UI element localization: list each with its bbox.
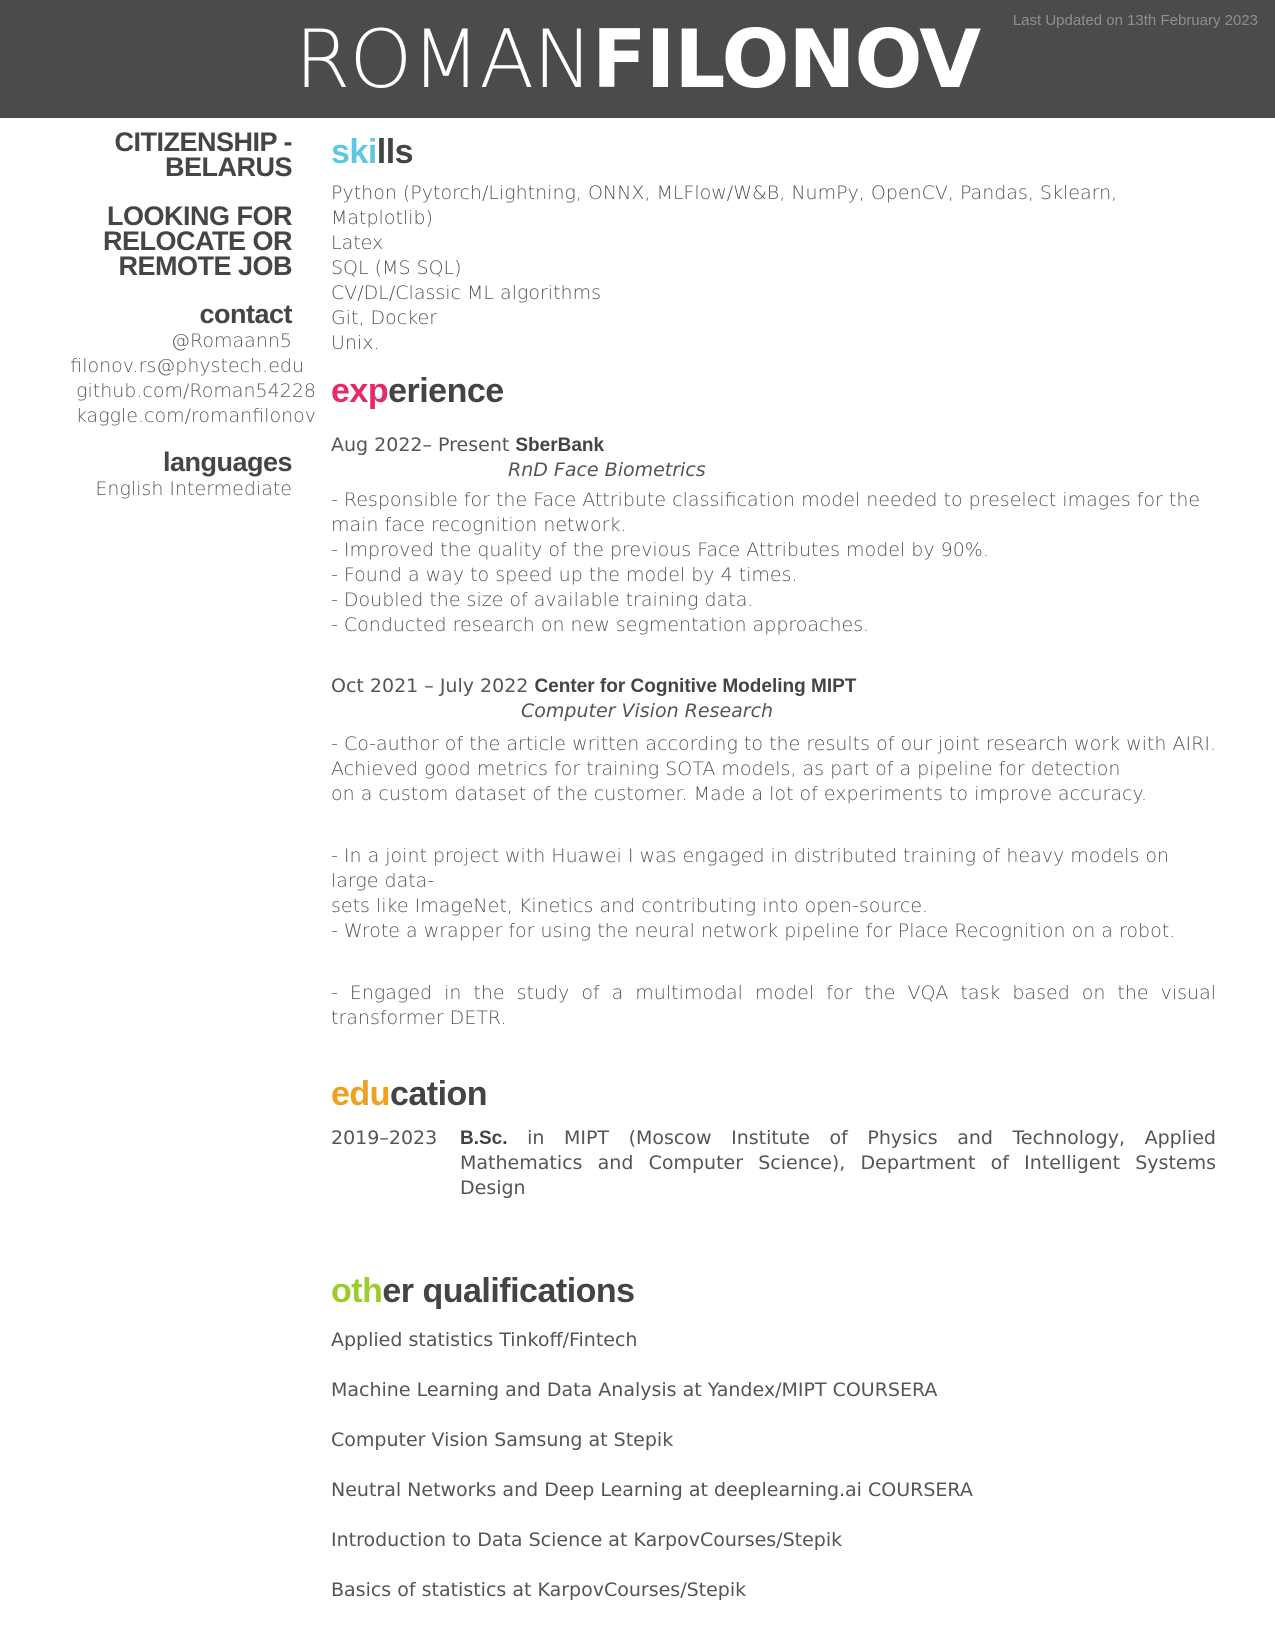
job-paragraph: - Engaged in the study of a multimodal model for the VQA task based on the visual transformer DETR. [331, 982, 1216, 1029]
qualification-item: Machine Learning and Data Analysis at Yandex/MIPT COURSERA [331, 1379, 938, 1401]
contact-telegram[interactable]: @Romaann5 [171, 330, 292, 352]
citizenship-line1: CITIZENSHIP - [114, 127, 292, 157]
looking-line1: LOOKING FOR [107, 201, 292, 231]
last-name: FILONOV [591, 13, 981, 106]
job-dates: Oct 2021 – July 2022 [331, 675, 529, 697]
job-bullet: - Improved the quality of the previous Face Attributes model by 90%. [331, 539, 989, 561]
qualification-item: Introduction to Data Science at KarpovCourses/Stepik [331, 1529, 843, 1551]
experience-heading: experience [331, 372, 504, 410]
job-company: Center for Cognitive Modeling MIPT [534, 676, 857, 697]
qualification-item: Neutral Networks and Deep Learning at deeplearning.ai COURSERA [331, 1479, 973, 1501]
languages-heading: languages [162, 447, 292, 477]
languages-value: English Intermediate [95, 478, 292, 500]
last-updated: Last Updated on 13th February 2023 [1012, 12, 1258, 29]
contact-email[interactable]: filonov.rs@phystech.edu [70, 355, 304, 377]
job-dates: Aug 2022– Present [331, 434, 510, 456]
job-paragraph: Achieved good metrics for training SOTA models, as part of a pipeline for detection [331, 758, 1121, 780]
education-heading: education [331, 1075, 488, 1113]
citizenship-line2: BELARUS [164, 152, 292, 182]
job-bullet: - Conducted research on new segmentation approaches. [331, 614, 870, 636]
skill-item: Git, Docker [331, 307, 438, 329]
education-years: 2019–2023 [331, 1127, 438, 1149]
education-degree: B.Sc. [460, 1128, 508, 1149]
looking-line3: REMOTE JOB [118, 251, 292, 281]
job-bullet: - Doubled the size of available training data. [331, 589, 754, 611]
first-name: ROMAN [294, 13, 592, 106]
job-paragraph: on a custom dataset of the customer. Made a lot of experiments to improve accuracy. [331, 783, 1147, 805]
job-paragraph: - In a joint project with Huawei I was engaged in distributed training of heavy models on large data- [331, 845, 1170, 892]
qualification-item: Basics of statistics at KarpovCourses/Stepik [331, 1579, 747, 1601]
sidebar [40, 127, 316, 502]
contact-kaggle[interactable]: kaggle.com/romanfilonov [75, 405, 316, 427]
skill-item: Latex [331, 232, 384, 254]
skill-item: Python (Pytorch/Lightning, ONNX, MLFlow/W&B, NumPy, OpenCV, Pandas, Sklearn, Matplotlib) [331, 182, 1118, 229]
qualification-item: Applied statistics Tinkoff/Fintech [331, 1329, 638, 1351]
job-role: Computer Vision Research [521, 700, 774, 722]
job-bullet: - Responsible for the Face Attribute classification model needed to preselect images for the main face recognition network. [331, 489, 1201, 536]
contact-heading: contact [199, 299, 292, 329]
main-content [331, 132, 1216, 1628]
header-banner [0, 0, 1275, 118]
job-header-mipt [331, 674, 1216, 699]
skill-item: CV/DL/Classic ML algorithms [331, 282, 601, 304]
job-header-sberbank [331, 433, 1216, 458]
education-entry [331, 1126, 1216, 1201]
qualification-item: Computer Vision Samsung at Stepik [331, 1429, 674, 1451]
looking-line2: RELOCATE OR [103, 226, 292, 256]
education-description: B.Sc. in MIPT (Moscow Institute of Physics and Technology, Applied Mathematics and Computer Science), Department of Intelligent Systems Design [460, 1127, 1216, 1199]
job-paragraph: - Wrote a wrapper for using the neural network pipeline for Place Recognition on a robot. [331, 920, 1176, 942]
job-paragraph: sets like ImageNet, Kinetics and contributing into open-source. [331, 895, 929, 917]
job-company: SberBank [515, 435, 605, 456]
job-paragraph: - Co-author of the article written according to the results of our joint research work with AIRI. [331, 733, 1216, 755]
skill-item: Unix. [331, 332, 380, 354]
contact-github[interactable]: github.com/Roman54228 [76, 380, 316, 402]
skills-heading: skills [331, 133, 414, 171]
skill-item: SQL (MS SQL) [331, 257, 462, 279]
job-bullet: - Found a way to speed up the model by 4 times. [331, 564, 798, 586]
qualifications-heading: other qualifications [331, 1272, 635, 1310]
job-role: RnD Face Biometrics [508, 459, 706, 481]
